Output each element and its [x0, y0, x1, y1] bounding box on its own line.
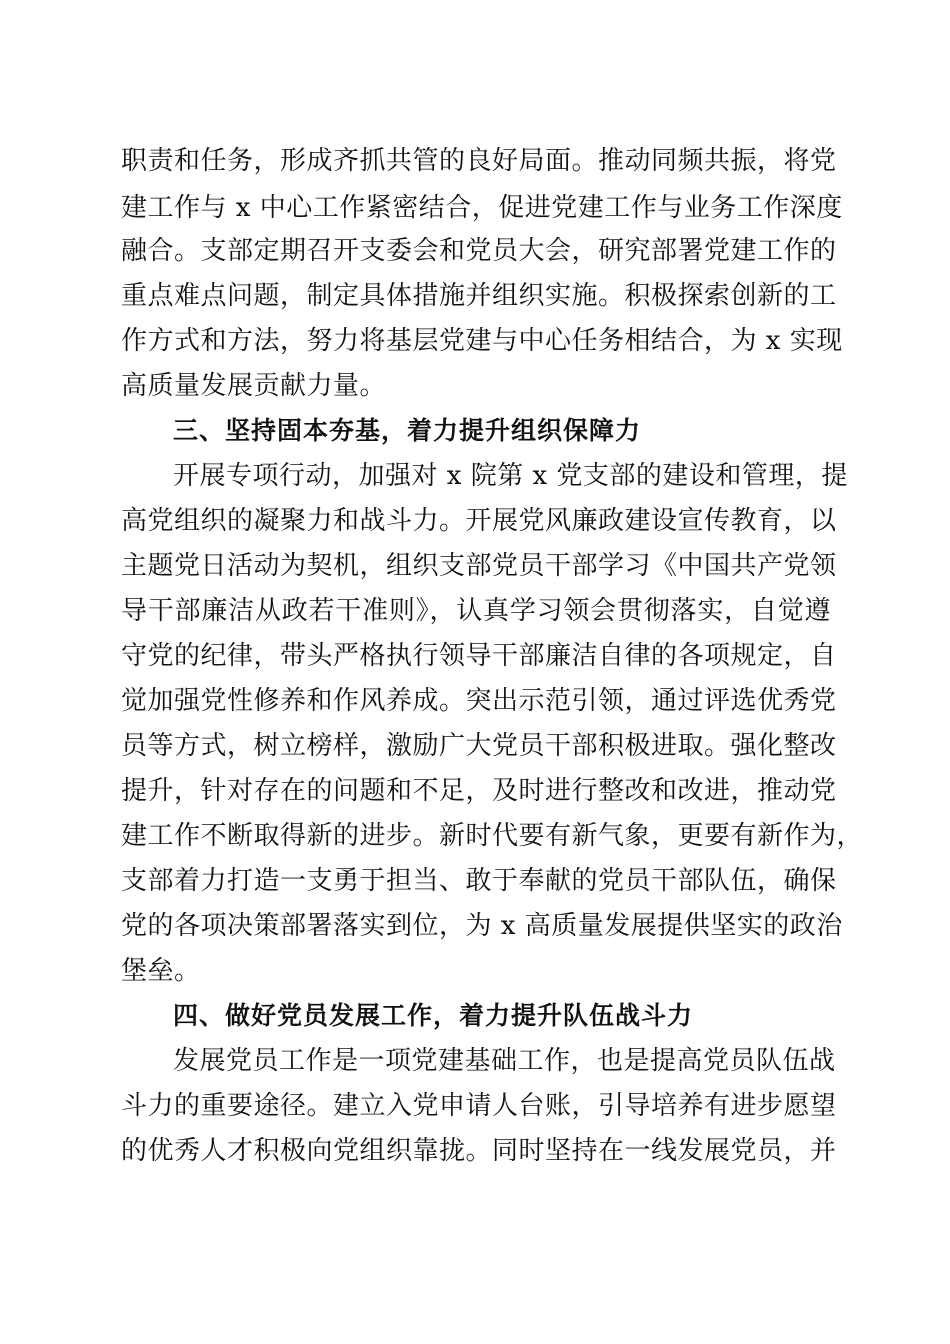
paragraph-line: 高党组织的凝聚力和战斗力。开展党风廉政建设宣传教育，以	[121, 506, 837, 536]
paragraph-line: 员等方式，树立榜样，激励广大党员干部积极进取。强化整改	[121, 731, 837, 761]
paragraph-line: 高质量发展贡献力量。	[121, 371, 387, 401]
paragraph-line: 重点难点问题，制定具体措施并组织实施。积极探索创新的工	[121, 281, 837, 311]
paragraph-line: 作方式和方法，努力将基层党建与中心任务相结合，为 x 实现	[121, 326, 843, 356]
paragraph-line: 的优秀人才积极向党组织靠拢。同时坚持在一线发展党员，并	[121, 1136, 837, 1166]
paragraph-line: 发展党员工作是一项党建基础工作，也是提高党员队伍战	[173, 1046, 836, 1076]
paragraph-line: 融合。支部定期召开支委会和党员大会，研究部署党建工作的	[121, 236, 837, 266]
paragraph-line: 党的各项决策部署落实到位，为 x 高质量发展提供坚实的政治	[121, 911, 843, 941]
paragraph-line: 职责和任务，形成齐抓共管的良好局面。推动同频共振，将党	[121, 146, 837, 176]
paragraph-line: 支部着力打造一支勇于担当、敢于奉献的党员干部队伍，确保	[121, 866, 837, 896]
paragraph-line: 斗力的重要途径。建立入党申请人台账，引导培养有进步愿望	[121, 1091, 837, 1121]
paragraph-line: 开展专项行动，加强对 x 院第 x 党支部的建设和管理，提	[173, 461, 848, 491]
paragraph-line: 建工作与 x 中心工作紧密结合，促进党建工作与业务工作深度	[121, 193, 843, 223]
section-heading: 三、坚持固本夯基，着力提升组织保障力	[173, 416, 642, 445]
paragraph-line: 守党的纪律，带头严格执行领导干部廉洁自律的各项规定，自	[121, 641, 837, 671]
paragraph-line: 主题党日活动为契机，组织支部党员干部学习《中国共产党领	[121, 551, 837, 581]
paragraph-line: 堡垒。	[121, 956, 201, 986]
paragraph-line: 建工作不断取得新的进步。新时代要有新气象，更要有新作为，	[121, 821, 864, 851]
paragraph-line: 觉加强党性修养和作风养成。突出示范引领，通过评选优秀党	[121, 686, 837, 716]
section-heading: 四、做好党员发展工作，着力提升队伍战斗力	[173, 1001, 694, 1030]
paragraph-line: 导干部廉洁从政若干准则》，认真学习领会贯彻落实，自觉遵	[121, 596, 831, 626]
paragraph-line: 提升，针对存在的问题和不足，及时进行整改和改进，推动党	[121, 776, 837, 806]
